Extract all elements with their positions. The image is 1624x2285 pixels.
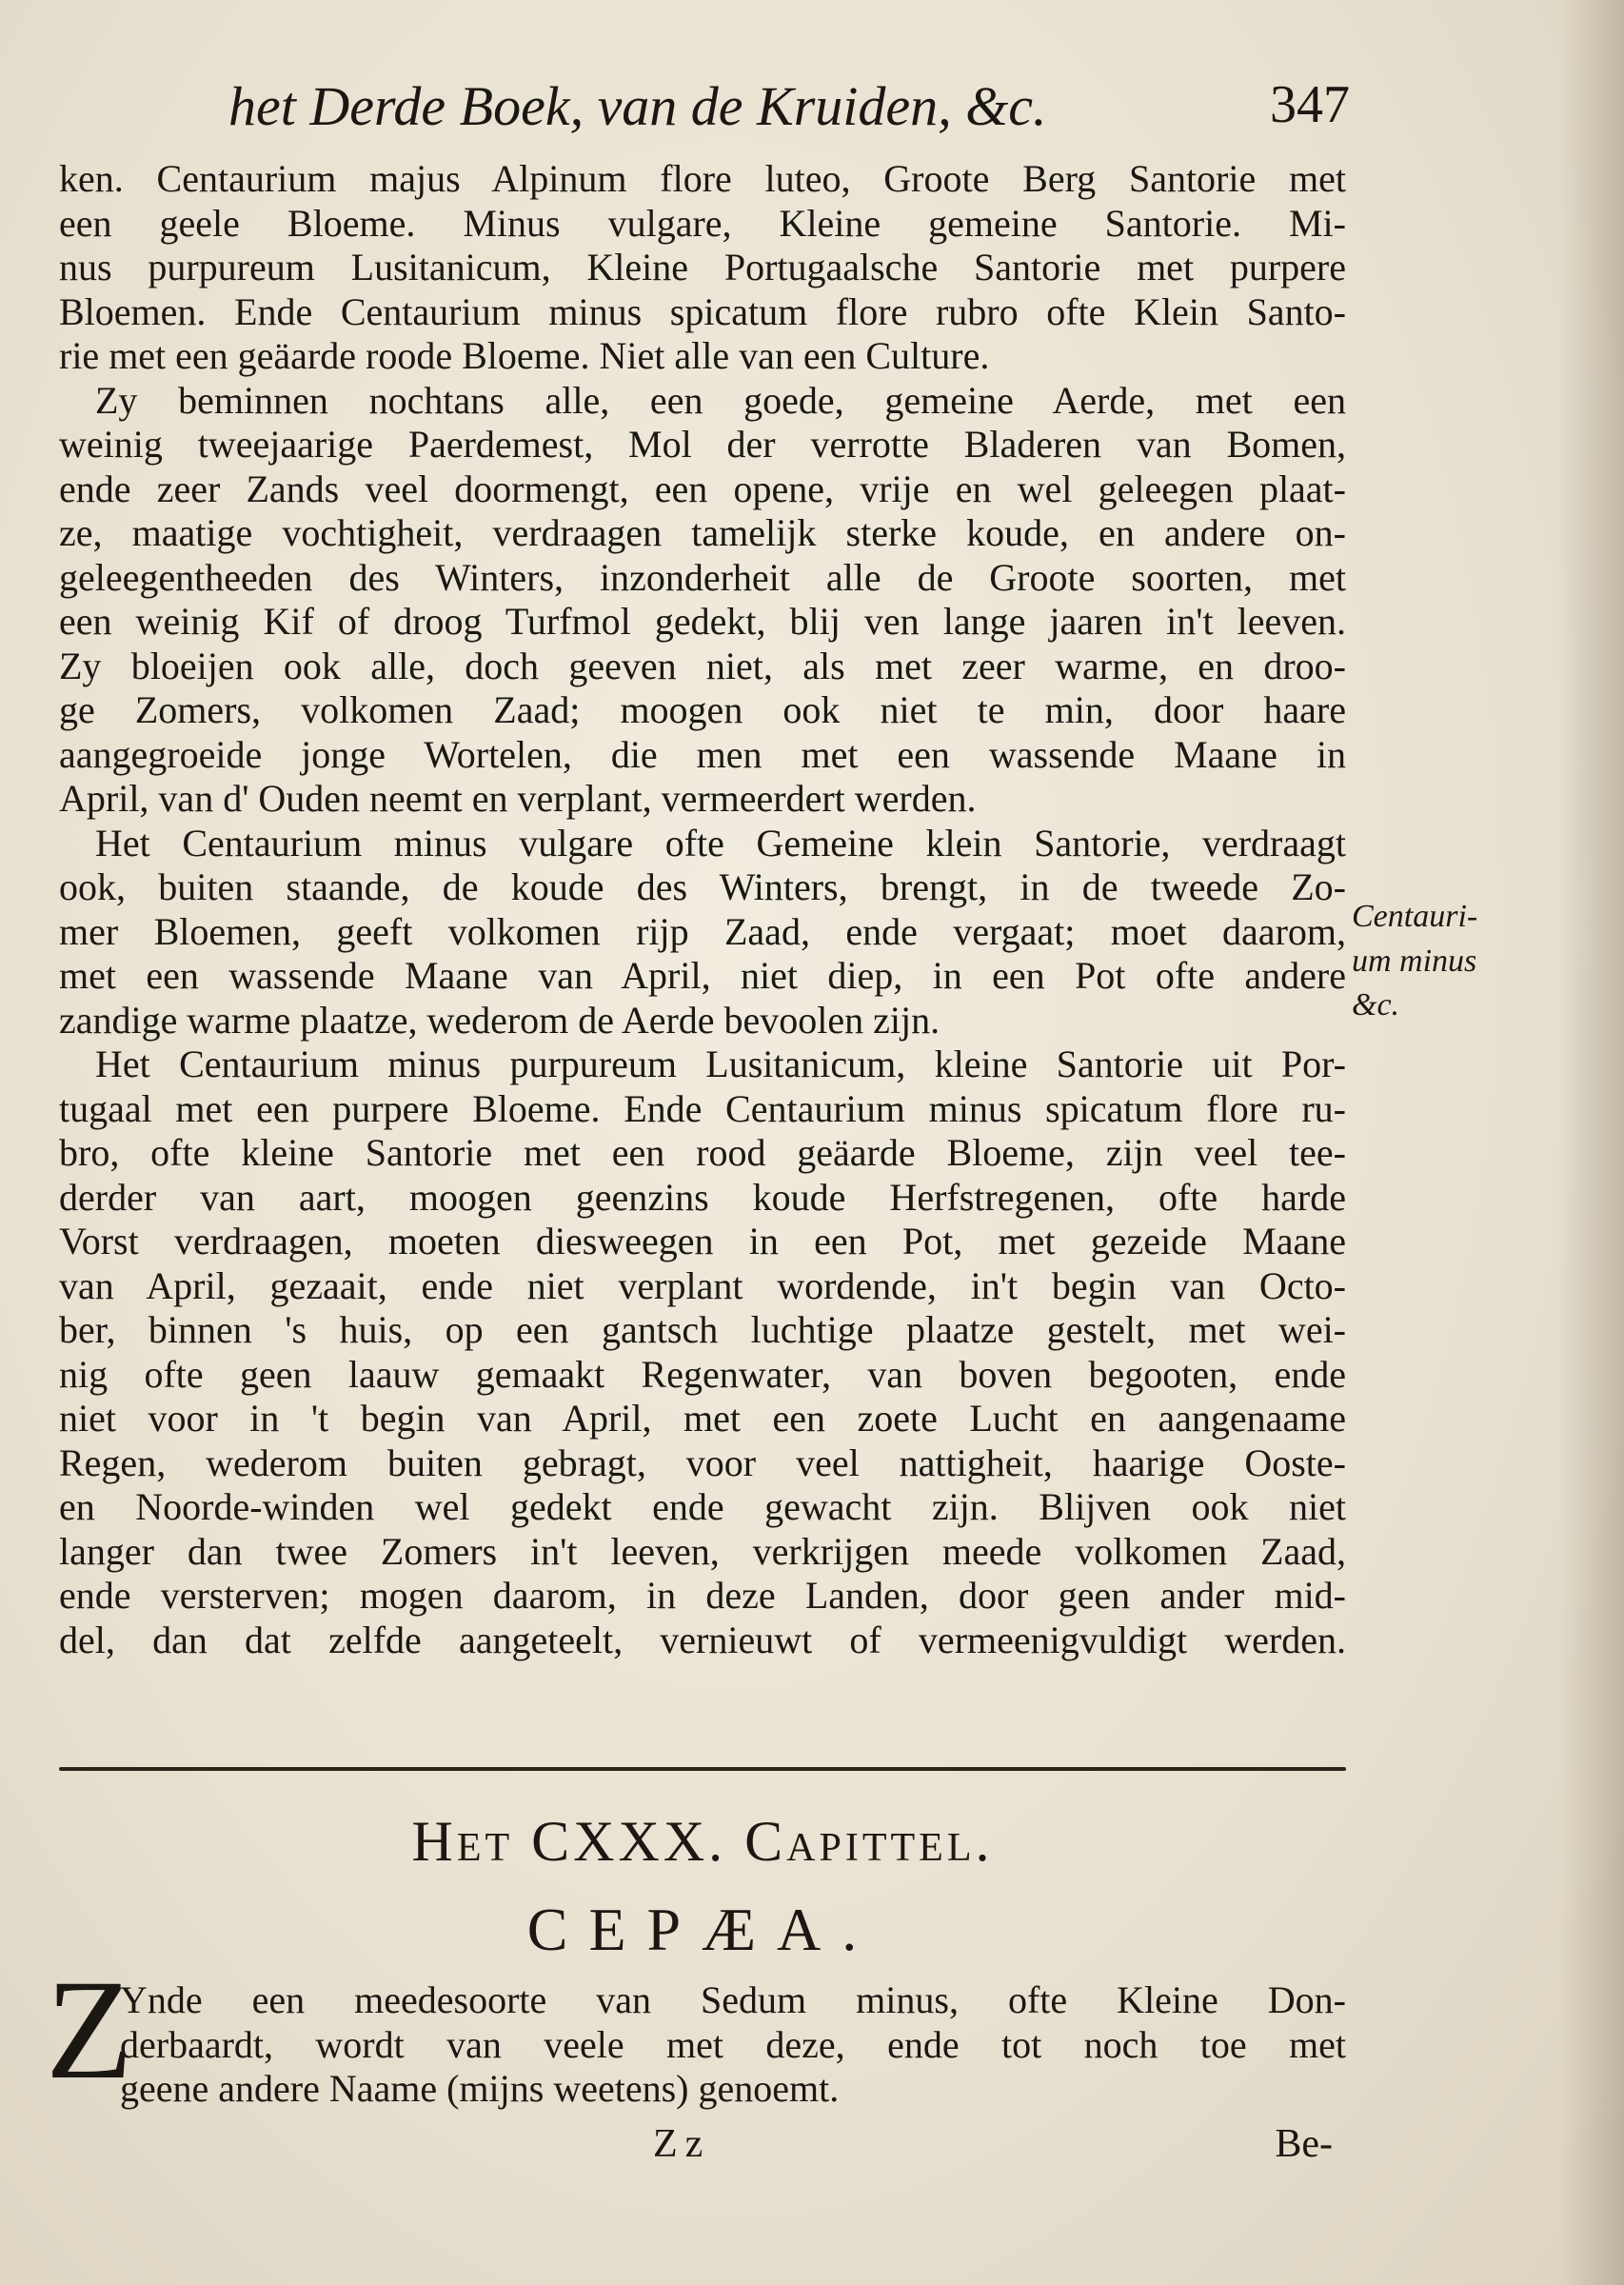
- body-text: [59, 157, 1346, 1662]
- margin-note-line: Centauri-: [1352, 899, 1478, 934]
- text-line: ber, binnen 's huis, op een gantsch luchtige plaatze gestelt, met wei-: [59, 1308, 1346, 1351]
- text-line: nig ofte geen laauw gemaakt Regenwater, van boven begooten, ende: [59, 1352, 1346, 1396]
- text-line: Het Centaurium minus vulgare ofte Gemeine klein Santorie, verdraagt: [95, 821, 1346, 864]
- margin-note-line: &c.: [1352, 987, 1400, 1023]
- text-line: weinig tweejaarige Paerdemest, Mol der verrotte Bladeren van Bomen,: [59, 423, 1346, 466]
- text-line: Vorst verdraagen, moeten diesweegen in een Pot, met gezeide Maane: [59, 1220, 1346, 1262]
- page-number: 347: [1270, 75, 1350, 134]
- text-line: Zy bloeijen ook alle, doch geeven niet, als met zeer warme, en droo-: [59, 644, 1346, 687]
- text-line: Ynde een meedesoorte van Sedum minus, ofte Kleine Don-: [120, 1978, 1346, 2021]
- text-line: ende versterven; mogen daarom, in deze Landen, door geen ander mid-: [59, 1574, 1346, 1617]
- text-line: tugaal met een purpere Bloeme. Ende Centaurium minus spicatum flore ru-: [59, 1086, 1346, 1130]
- text-line: nus purpureum Lusitanicum, Kleine Portugaalsche Santorie met purpere: [59, 246, 1346, 288]
- text-line: Regen, wederom buiten gebragt, voor veel nattigheit, haarige Ooste-: [59, 1441, 1346, 1484]
- text-line: rie met een geäarde roode Bloeme. Niet alle van een Culture.: [59, 334, 990, 377]
- text-line: del, dan dat zelfde aangeteelt, vernieuwt of vermeenigvuldigt werden.: [59, 1618, 1346, 1661]
- text-line: derbaardt, wordt van veele met deze, ende tot noch toe met: [120, 2022, 1346, 2066]
- text-line: geleegentheeden des Winters, inzonderheit alle de Groote soorten, met: [59, 555, 1346, 599]
- drop-cap: Z: [46, 1951, 133, 2109]
- running-head: [228, 74, 1361, 150]
- text-line: een weinig Kif of droog Turfmol gedekt, blij ven lange jaaren in't leeven.: [59, 600, 1346, 643]
- text-line: met een wassende Maane van April, niet diep, in een Pot ofte andere: [59, 954, 1346, 997]
- signature-mark: Zz: [653, 2122, 711, 2166]
- text-line: Zy beminnen nochtans alle, een goede, gemeine Aerde, met een: [95, 378, 1346, 422]
- text-line: geene andere Naame (mijns weetens) genoemt.: [120, 2067, 840, 2110]
- text-line: langer dan twee Zomers in't leeven, verkrijgen meede volkomen Zaad,: [59, 1529, 1346, 1573]
- section-divider: [59, 1767, 1346, 1771]
- text-line: bro, ofte kleine Santorie met een rood geäarde Bloeme, zijn veel tee-: [59, 1131, 1346, 1174]
- text-line: niet voor in 't begin van April, met een zoete Lucht en aangenaame: [59, 1397, 1346, 1440]
- text-line: ook, buiten staande, de koude des Winters, brengt, in de tweede Zo-: [59, 865, 1346, 908]
- text-line: April, van d' Ouden neemt en verplant, vermeerdert werden.: [59, 777, 977, 820]
- text-line: Bloemen. Ende Centaurium minus spicatum flore rubro ofte Klein Santo-: [59, 289, 1346, 333]
- text-line: zandige warme plaatze, wederom de Aerde bevoolen zijn.: [59, 998, 941, 1042]
- text-line: ge Zomers, volkomen Zaad; moogen ook niet te min, door haare: [59, 688, 1346, 731]
- margin-note: [1352, 895, 1495, 1028]
- text-line: Het Centaurium minus purpureum Lusitanicum, kleine Santorie uit Por-: [95, 1043, 1346, 1085]
- intro-text: [59, 1978, 1346, 2112]
- text-line: een geele Bloeme. Minus vulgare, Kleine gemeine Santorie. Mi-: [59, 201, 1346, 245]
- text-line: ken. Centaurium majus Alpinum flore luteo, Groote Berg Santorie met: [59, 157, 1346, 200]
- chapter-heading: Het CXXX. Capittel.: [411, 1810, 994, 1873]
- text-line: mer Bloemen, geeft volkomen rijp Zaad, ende vergaat; moet daarom,: [59, 909, 1346, 953]
- chapter-subheading: CEPÆA.: [526, 1896, 879, 1963]
- catchword: Be-: [1275, 2122, 1333, 2166]
- text-line: van April, gezaait, ende niet verplant wordende, in't begin van Octo-: [59, 1263, 1346, 1307]
- text-line: ende zeer Zands veel doormengt, een opene, vrije en wel geleegen plaat-: [59, 467, 1346, 510]
- text-line: derder van aart, moogen geenzins koude Herfstregenen, ofte harde: [59, 1175, 1346, 1219]
- margin-note-line: um minus: [1352, 943, 1477, 979]
- running-title: het Derde Boek, van de Kruiden, &c.: [228, 75, 1047, 137]
- text-line: aangegroeide jonge Wortelen, die men met een wassende Maane in: [59, 732, 1346, 776]
- text-line: en Noorde-winden wel gedekt ende gewacht zijn. Blijven ook niet: [59, 1485, 1346, 1528]
- text-line: ze, maatige vochtigheit, verdraagen tamelijk sterke koude, en andere on-: [59, 511, 1346, 554]
